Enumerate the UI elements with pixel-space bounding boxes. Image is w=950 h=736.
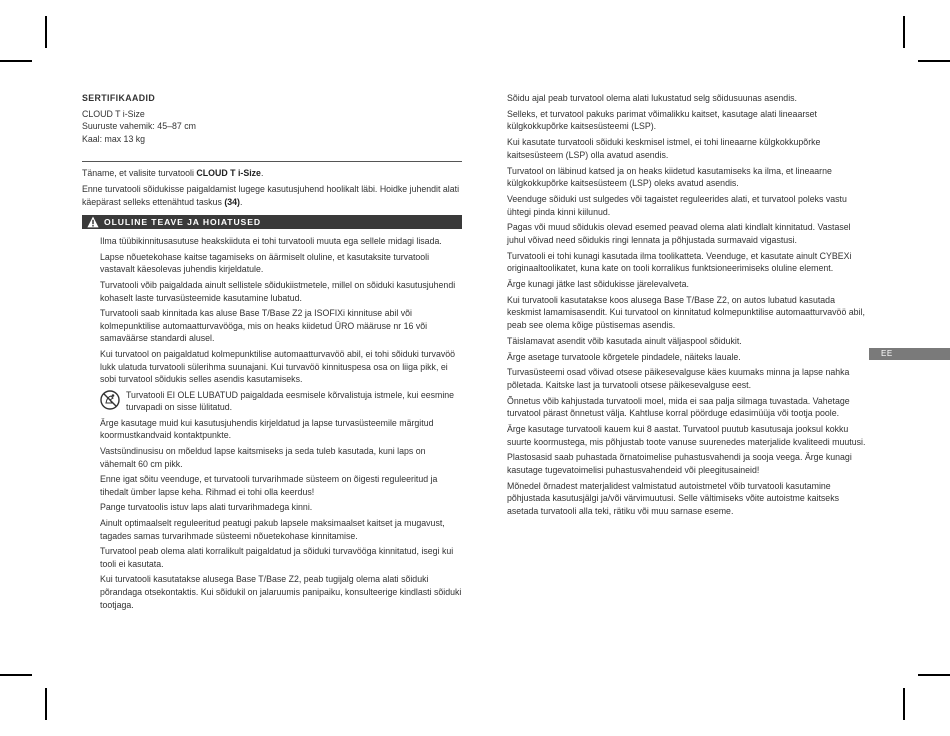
certificate-line: Suuruste vahemik: 45–87 cm [82,121,196,132]
section-divider [82,161,462,162]
certificate-line: CLOUD T i-Size [82,108,145,119]
intro [82,167,462,208]
list-item: Vastsündinusisu on mõeldud lapse kaitsmiseks ja seda tuleb kasutada, kuni laps on vähemalt 60 cm pikk. [100,446,426,469]
product-name: CLOUD T i-Size [196,168,261,179]
list-item: Turvatool on läbinud katsed ja on heaks kiidetud kasutamiseks ka ilma, et lineaarne külgkokkupõrke kaitsesüsteem (LSP) oleks avatud asendis. [507,165,832,189]
certificates-title: SERTIFIKAADID [82,93,156,103]
list-item: Veenduge sõiduki ust sulgedes või tagaistet reguleerides alati, et turvatool poleks vastu ühtegi pinda kinni kiilunud. [507,193,847,217]
warning-triangle-icon [87,216,99,228]
intro-instructions-end: . [239,196,243,207]
language-tab: EE [869,348,950,360]
crop-mark [45,688,47,720]
intro-thanks-text: Täname, et valisite turvatooli [82,168,197,179]
intro-thanks [82,167,462,180]
list-item: Ärge asetage turvatoole kõrgetele pindadele, näiteks lauale. [507,351,741,362]
crop-mark [903,16,905,48]
list-item: Kui turvatooli kasutatakse alusega Base T/Base Z2, peab tugijalg olema alati sõiduki põrandaga otsekontaktis. Kui sõidukil on jalaruumis panipaiku, konsulteerige kindlasti sõiduki tootjaga. [100,574,462,610]
list-item: Ärge kasutage turvatooli kauem kui 8 aastat. Turvatool puutub kasutusaja jooksul kokku suurte koormustega, mis põhjustab toote vanuse suurenedes materjalide kvaliteedi muutusi. [507,424,866,447]
list-item: Kui kasutate turvatooli sõiduki keskmisel istmel, ei tohi lineaarne külgkokkupõrke kaitsesüsteem (LSP) olla avatud asendis. [507,137,821,160]
crop-mark [918,674,950,676]
list-item: Kui turvatool on paigaldatud kolmepunktilise automaatturvavöö abil, ei tohi sõiduki turvavöö lukk ulatuda turvatooli sülerihma suunajani. Kui turvavöö kinnituspesa osa on liiga pikk, ei sobi turvatool sõidukis selles asendis kasutamiseks. [100,348,456,385]
list-item: Õnnetus võib kahjustada turvatooli moel, mida ei saa palja silmaga tuvastada. Vahetage turvatool pärast õnnetust välja. Kahtluse korral pöörduge edasimüüja või tootja poole. [507,395,850,419]
crop-mark [45,16,47,48]
crop-mark [918,60,950,62]
list-item: Turvatooli ei tohi kunagi kasutada ilma toolikatteta. Veenduge, et kasutate ainult CYBEXi originaaltoolikatet, kuna kate on tooli korralikus funktsioneerimiseks oluline element. [507,250,852,274]
list-item: Ainult optimaalselt reguleeritud peatugi pakub lapsele maksimaalset kaitset ja mugavust, tagades samas turvarihmade süsteemi nõuetekohase kinnitamise. [100,518,445,541]
list-item: Pagas või muud sõidukis olevad esemed peavad olema alati kindlalt kinnitatud. Vastasel juhul võivad need sõidukis ringi lennata ja põhjustada surmavaid vigastusi. [507,222,851,245]
warning-title: OLULINE TEAVE JA HOIATUSED [104,217,261,228]
intro-thanks-end: . [260,168,264,179]
list-item: Enne igat sõitu veenduge, et turvatooli turvarihmade süsteem on õigesti reguleeritud ja tihedalt ümber lapse keha. Rihmad ei tohi olla keerdus! [100,474,438,497]
list-item: Pange turvatoolis istuv laps alati turvarihmadega kinni. [100,502,313,513]
no-airbag-icon [100,390,120,410]
intro-instructions [82,183,462,208]
intro-instructions-text: Enne turvatooli sõidukisse paigaldamist lugege kasutusjuhend hoolikalt läbi. Hoidke juhendit alati käepärast selleks ettenähtud taskus [82,183,460,207]
list-item: Turvatooli saab kinnitada kas aluse Base T/Base Z2 ja ISOFIXi kinnituse abil või kolmepunktilise automaatturvavööga, mis on heaks kiidetud ÜRO määruse nr 16 või samaväärse standardi alusel. [100,308,428,344]
airbag-warning-text: Turvatooli EI OLE LUBATUD paigaldada eesmisele kõrvalistuja istmele, kui eesmine turvapadi on sisse lülitatud. [126,389,455,413]
list-item: Plastosasid saab puhastada õrnatoimelise puhastusvahendi ja sooja veega. Ärge kunagi kasutage tugevatoimelisi puhastusvahendeid või pleegitusaineid! [507,452,852,476]
list-item: Turvatool peab olema alati korralikult paigaldatud ja sõiduki turvavööga kinnitatud, isegi kui tooli ei kasutata. [100,546,454,569]
warning-header [82,215,462,229]
list-item: Lapse nõuetekohase kaitse tagamiseks on äärmiselt oluline, et kasutaksite turvatooli vastavalt käesolevas juhendis kirjeldatule. [100,251,430,275]
list-item: Sõidu ajal peab turvatool olema alati lukustatud selg sõidusuunas asendis. [507,93,797,103]
crop-mark [0,674,32,676]
list-item: Ilma tüübikinnitusasutuse heakskiiduta ei tohi turvatooli muuta ega sellele midagi lisada. [100,236,442,247]
airbag-warning [100,389,462,414]
list-item: Täislamavat asendit võib kasutada ainult väljaspool sõidukit. [507,335,742,346]
list-item: Turvatooli võib paigaldada ainult sellistele sõidukiistmetele, millel on sõiduki kasutusjuhendi kohaselt laste turvasüsteemide kasutamine lubatud. [100,279,456,303]
list-item: Ärge kunagi jätke last sõidukisse järelevalveta. [507,279,689,290]
list-item: Mõnedel õrnadest materjalidest valmistatud autoistmetel võib turvatooli kasutamine põhjustada kasutusjälgi ja/või värvimuutusi. Selle vältimiseks võite autoistme kaitseks asetada turvatooli alla teki, rätiku või muu sarnase eseme. [507,480,839,517]
certificate-line: Kaal: max 13 kg [82,133,146,144]
list-item: Kui turvatooli kasutatakse koos alusega Base T/Base Z2, on autos lubatud kasutada keskmist lamamisasendit. Kui turvatool on kinnitatud kolmepunktilise automaatturvavöö abil, peab see olema kõige püstisemas asendis. [507,294,865,330]
list-item: Turvasüsteemi osad võivad otsese päikesevalguse käes kuumaks minna ja lapse nahka põletada. Kaitske last ja turvatooli otsese päikesevalguse eest. [507,367,850,390]
right-column [507,92,869,521]
list-item: Selleks, et turvatool pakuks parimat võimalikku kaitset, kasutage alati lineaarset külgkokkupõrke kaitsesüsteemi (LSP). [507,108,817,132]
crop-mark [0,60,32,62]
warning-list [82,235,462,611]
pocket-reference: (34) [224,196,240,207]
left-column [82,92,462,614]
crop-mark [903,688,905,720]
list-item: Ärge kasutage muid kui kasutusjuhendis kirjeldatud ja lapse turvasüsteemile märgitud koormustkandvaid kontaktpunkte. [100,417,434,441]
